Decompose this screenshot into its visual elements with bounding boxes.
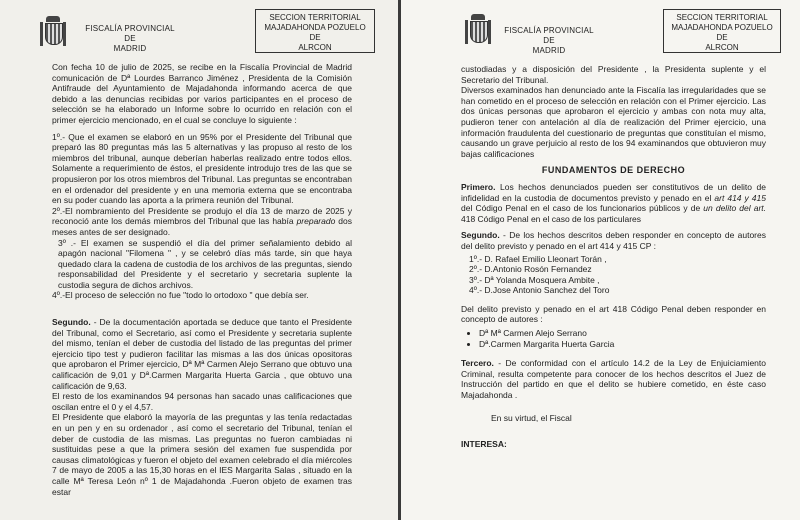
- header-section-box: SECCION TERRITORIAL MAJADAHONDA POZUELO DE ALRCON: [663, 9, 781, 53]
- interesa-heading: INTERESA:: [461, 439, 507, 450]
- point-2: 2º.-El nombramiento del Presidente se produjo el día 13 de marzo de 2025 y reconoció ante los demás miembros del Tribunal que las había preparado dos meses antes de ser designado.: [52, 205, 352, 237]
- point-4: 4º.-El proceso de selección no fue "todo lo ortodoxo " que debía ser.: [52, 290, 309, 301]
- segundo-paragraph: Segundo. - De los hechos descritos deben responder en concepto de autores del delito previsto y penado en el art 414 y 415 CP :: [461, 230, 766, 251]
- continuation-paragraph: custodiadas y a disposición del Presidente , la Presidenta suplente y el Secretario del Tribunal.: [461, 64, 766, 85]
- right-page: [401, 0, 800, 520]
- diversos-paragraph: Diversos examinados han denunciado ante la Fiscalía las irregularidades que se han cometido en el proceso de selección en relación con el Primer ejercicio. Las dos únicas personas que aprobaron el ejercicio y ambas con nota muy alta, pudieron tener con antelación al día de realización del Primer ejercicio, una información fraudulenta del cuestionario de preguntas que constituían el mismo, causando un grave perjuicio al resto de los 94 examinandos que obtuvieron muy bajas calificaciones: [461, 85, 766, 159]
- fundamentos-heading: FUNDAMENTOS DE DERECHO: [541, 165, 686, 176]
- left-body: [52, 62, 352, 497]
- coat-of-arms-icon: [38, 14, 68, 52]
- list-item: 1º.- D. Rafael Emilio Lleonart Torán ,: [469, 253, 607, 264]
- virtud-line: En su virtud, el Fiscal: [491, 412, 572, 423]
- list-item: • Dª.Carmen Margarita Huerta Garcia: [479, 339, 766, 350]
- point-1: 1º.- Que el examen se elaboró en un 95% por el Presidente del Tribunal que preparó las 80 preguntas más las 5 alternativas y las propuso al resto de los miembros del tribunal, aunque deberían haberlas realizado entre todos ellos. Solamente a requerimiento de éstos, el presidente introdujo tres de las que se propusieron por los otros miembros del Tribunal. Las preguntas se encontraban en el ordenador del presidente y en una memoria externa que se encontraba en su poder cuando las aporta a la primera reunión del Tribunal.: [52, 131, 352, 206]
- elaboro-paragraph: El Presidente que elaboró la mayoría de las preguntas y las tenía redactadas en un pen y en su ordenador , así como el secretario del Tribunal, tenían el deber de custodia de las mismas. Las preguntas no fueron cambiadas ni sustituidas pese a que la primera sesión del examen fue suspendida por causas climatológicas y fueron el objeto del examen celebrado el día miércoles 7 de mayo de 2005 a las 15,30 horas en el IES Margarita Salas , situado en la calle Mª Teresa León nº 1 de Majadahonda .Fueron objeto de examen tras estar: [52, 412, 352, 497]
- tercero-paragraph: Tercero. - De conformidad con el artículo 14.2 de la Ley de Enjuiciamiento Criminal, resulta competente para conocer de los hechos descritos el Juez de Instrucción del partido en que el delito se hubiere cometido, en éste caso Majadahonda .: [461, 358, 766, 401]
- point-3: 3º .- El examen se suspendió el día del primer señalamiento debido al apagón nacional "Filomena " , y se celebró días más tarde, sin que haya quedado clara la cadena de custodia de los archivos de las preguntas, siendo responsabilidad del Presidente y el secretario y secretaria suplente la custodia segura de dichos archivos.: [58, 237, 352, 290]
- right-body: [461, 64, 766, 450]
- left-page: [0, 0, 398, 520]
- header-org: FISCALÍA PROVINCIAL DE MADRID: [85, 24, 175, 53]
- list-item: 4º.- D.Jose Antonio Sanchez del Toro: [469, 285, 610, 296]
- autores-list: [469, 254, 766, 296]
- resto-paragraph: El resto de los examinandos 94 personas han sacado unas calificaciones que oscilan entre el 0 y el 4,57.: [52, 391, 352, 412]
- intro-paragraph: Con fecha 10 de julio de 2025, se recibe en la Fiscalía Provincial de Madrid comunicación de Dª Lourdes Barranco Jiménez , Presidenta de la Comisión Antifraude del Ayuntamiento de Majadahonda informando acerca de que debido a las denuncias recibidas por varios participantes en el proceso de selección se ha elaborado un Informe sobre lo ocurrido en relación con el primer ejercicio mencionado, en el cual se concluye lo siguiente :: [52, 62, 352, 125]
- delito-418-paragraph: Del delito previsto y penado en el art 418 Código Penal deben responder en concepto de autores :: [461, 303, 766, 325]
- list-item: • Dª Mª Carmen Alejo Serrano: [479, 328, 766, 339]
- header-org: FISCALÍA PROVINCIAL DE MADRID: [504, 26, 594, 55]
- autoras-list: [471, 328, 766, 349]
- header-section-box: SECCION TERRITORIAL MAJADAHONDA POZUELO DE ALRCON: [255, 9, 375, 53]
- coat-of-arms-icon: [463, 12, 493, 50]
- primero-paragraph: Primero. Los hechos denunciados pueden ser constitutivos de un delito de infidelidad en la custodia de documentos previsto y penado en el art 414 y 415 del Código Penal en el caso de los funcionarios públicos y de un delito del art. 418 Código Penal en el caso de los particulares: [461, 181, 766, 224]
- segundo-paragraph: Segundo. - De la documentación aportada se deduce que tanto el Presidente del Tribunal, como el Secretario, así como el Presidente y secretaria suplente del mismo, tenían el deber de custodia del listado de las preguntas del primer ejercicio tipo test y pudieron facilitar las mismas a las dos únicas opositoras que aprobaron el Primer ejercicio, Dª Mª Carmen Alejo Serrano que obtuvo una calificación de 9,01 y Dª.Carmen Margarita Huerta Garcia , que obtuvo una calificación de 9,63.: [52, 317, 352, 391]
- list-item: 3º.- Dª Yolanda Mosquera Ambite ,: [469, 274, 600, 285]
- list-item: 2º.- D.Antonio Rosón Fernandez: [469, 264, 592, 275]
